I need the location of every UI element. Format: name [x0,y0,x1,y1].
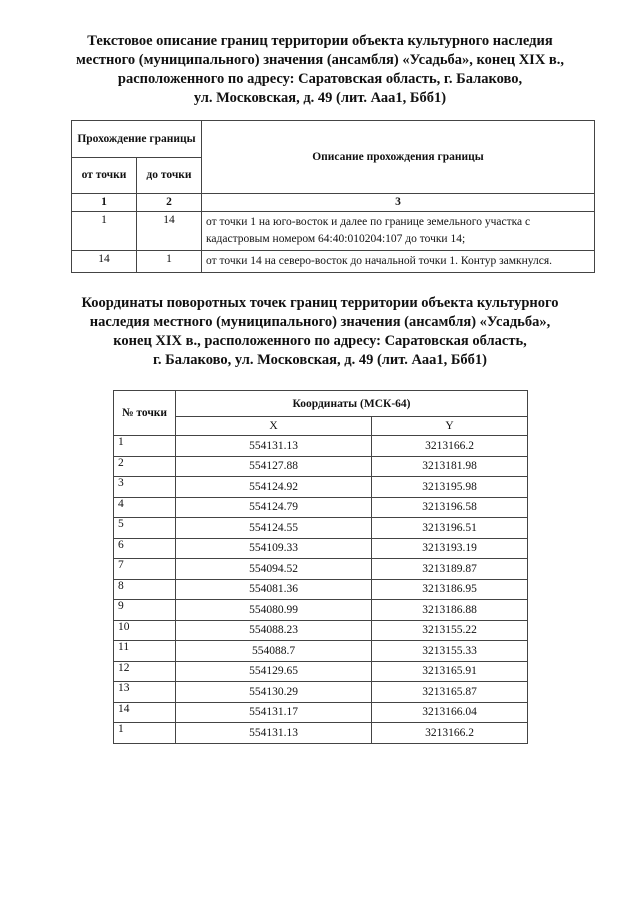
table-row [114,723,528,744]
table-row [72,251,595,273]
header-x: X [176,417,372,436]
cell-y: 3213155.33 [372,641,528,662]
cell-point-number: 4 [114,497,176,518]
title-line: ул. Московская, д. 49 (лит. Ааа1, Ббб1) [193,90,447,106]
cell-point-number: 9 [114,600,176,621]
cell-y: 3213196.58 [372,497,528,518]
cell-point-number: 6 [114,538,176,559]
table-row [114,559,528,580]
cell-point-number: 2 [114,456,176,477]
header-description: Описание прохождения границы [202,121,595,194]
cell-point-number: 14 [114,702,176,723]
cell-point-number: 1 [114,723,176,744]
cell-y: 3213166.2 [372,723,528,744]
cell-y: 3213166.04 [372,702,528,723]
cell-x: 554124.79 [176,497,372,518]
cell-x: 554127.88 [176,456,372,477]
cell-y: 3213181.98 [372,456,528,477]
cell-y: 3213165.91 [372,661,528,682]
cell-x: 554124.55 [176,518,372,539]
header-from: от точки [72,158,137,194]
cell-x: 554109.33 [176,538,372,559]
cell-x: 554088.7 [176,641,372,662]
coordinates-body [114,436,528,744]
header-point-label: № точки [121,407,168,419]
title-line: конец XIX в., расположенного по адресу: Саратовская область, [113,333,527,349]
cell-x: 554129.65 [176,661,372,682]
cell-x: 554081.36 [176,579,372,600]
cell-point-number: 8 [114,579,176,600]
coordinates-title [40,294,600,370]
cell-y: 3213155.22 [372,620,528,641]
table-row [114,497,528,518]
cell-y: 3213186.95 [372,579,528,600]
table-row [114,641,528,662]
coordinates-table [113,390,528,744]
cell-x: 554131.13 [176,436,372,457]
table-row [114,661,528,682]
cell-point-number: 5 [114,518,176,539]
cell-from: 1 [72,212,137,251]
cell-from: 14 [72,251,137,273]
cell-x: 554124.92 [176,477,372,498]
column-number: 3 [202,194,595,212]
header-y: Y [372,417,528,436]
table-row [114,682,528,703]
cell-x: 554088.23 [176,620,372,641]
cell-point-number: 13 [114,682,176,703]
table-row [114,600,528,621]
table-row [114,436,528,457]
header-point-number [114,391,176,436]
cell-to: 14 [137,212,202,251]
cell-point-number: 3 [114,477,176,498]
title-line: наследия местного (муниципального) значения (ансамбля) «Усадьба», [89,314,551,330]
table-row [72,212,595,251]
cell-point-number: 7 [114,559,176,580]
cell-y: 3213165.87 [372,682,528,703]
cell-x: 554080.99 [176,600,372,621]
title-line: Координаты поворотных точек границ территории объекта культурного [81,295,559,311]
cell-y: 3213195.98 [372,477,528,498]
table-row [114,620,528,641]
cell-x: 554094.52 [176,559,372,580]
cell-description: от точки 14 на северо-восток до начальной точки 1. Контур замкнулся. [202,251,595,273]
header-passage: Прохождение границы [72,121,202,158]
table-row [114,456,528,477]
boundary-description-title [40,32,600,108]
table-row [114,538,528,559]
cell-point-number: 12 [114,661,176,682]
cell-y: 3213189.87 [372,559,528,580]
header-coordinates: Координаты (МСК-64) [176,391,528,417]
cell-description: от точки 1 на юго-восток и далее по границе земельного участка с кадастровым номером 64:40:010204:107 до точки 14; [202,212,595,251]
cell-y: 3213193.19 [372,538,528,559]
column-number: 2 [137,194,202,212]
cell-y: 3213196.51 [372,518,528,539]
title-line: Текстовое описание границ территории объекта культурного наследия [87,33,553,49]
column-number: 1 [72,194,137,212]
title-line: г. Балаково, ул. Московская, д. 49 (лит. Ааа1, Ббб1) [152,352,488,368]
table-row [114,702,528,723]
table-row [114,579,528,600]
title-line: местного (муниципального) значения (ансамбля) «Усадьба», конец XIX в., [76,52,564,68]
cell-point-number: 11 [114,641,176,662]
cell-to: 1 [137,251,202,273]
title-line: расположенного по адресу: Саратовская область, г. Балаково, [117,71,523,87]
table-row [114,477,528,498]
cell-x: 554131.13 [176,723,372,744]
cell-x: 554130.29 [176,682,372,703]
cell-y: 3213186.88 [372,600,528,621]
cell-x: 554131.17 [176,702,372,723]
cell-point-number: 10 [114,620,176,641]
boundary-description-table [71,120,595,273]
header-to: до точки [137,158,202,194]
cell-y: 3213166.2 [372,436,528,457]
table-row [114,518,528,539]
cell-point-number: 1 [114,436,176,457]
